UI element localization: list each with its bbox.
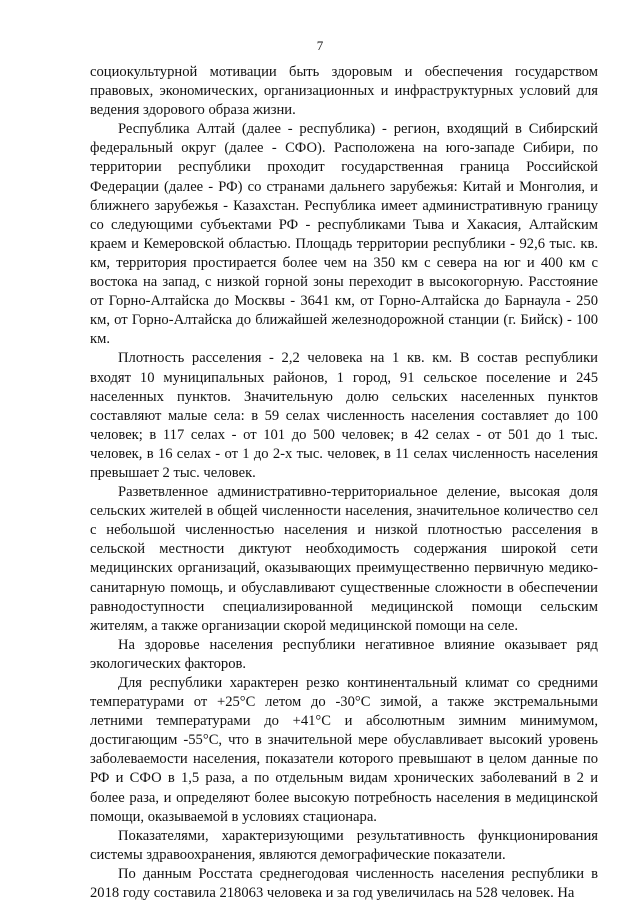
document-body [90,63,598,903]
paragraph-population-density: Плотность расселения - 2,2 человека на 1 кв. км. В состав республики входят 10 муниципальных районов, 1 город, 91 сельское поселение и 245 населенных пунктов. Значительную долю сельских населенных пунктов составляют малые села: в 59 селах численность населения составляет до 100 человек; в 117 селах - от 101 до 500 человек; в 42 селах - от 501 до 1 тыс. человек, в 16 селах - от 1 до 2-х тыс. человек, в 11 селах численность населения превышает 2 тыс. человек. [90,350,598,481]
paragraph-ecological-factors: На здоровье населения республики негативное влияние оказывает ряд экологических факторов. [90,636,598,672]
paragraph-climate: Для республики характерен резко континентальный климат со средними температурами от +25°С летом до -30°С зимой, а также экстремальными летними температурами до +41°С и абсолютным зимним минимумом, достигающим -55°С, что в значительной мере обуславливает высокий уровень заболеваемости населения, показатели которого превышают в целом данные по РФ и СФО в 1,5 раза, а по отдельным видам хронических заболеваний в 2 и более раза, и определяют более высокую потребность населения в медицинской помощи, оказываемой в условиях стационара. [90,675,598,825]
paragraph-health-indicators: Показателями, характеризующими результативность функционирования системы здравоохранения, являются демографические показатели. [90,827,598,863]
paragraph-territorial-division: Разветвленное административно-территориальное деление, высокая доля сельских жителей в общей численности населения, значительное количество сел с небольшой численностью населения и низкой плотностью расселения в сельской местности диктуют необходимость содержания широкой сети медицинских организаций, оказывающих преимущественно первичную медико-санитарную помощь, и обуславливают существенные сложности в обеспечении равнодоступности специализированной медицинской помощи сельским жителям, а также организации скорой медицинской помощи на селе. [90,484,598,634]
paragraph-region-overview: Республика Алтай (далее - республика) - регион, входящий в Сибирский федеральный округ (далее - СФО). Расположена на юго-западе Сибири, по территории республики проходит государственная граница Российской Федерации (далее - РФ) со странами дальнего зарубежья: Китай и Монголия, и ближнего зарубежья - Казахстан. Республика имеет административную границу со следующими субъектами РФ - республиками Тыва и Хакасия, Алтайским краем и Кемеровской областью. Площадь территории республики - 92,6 тыс. кв. км, территория простирается более чем на 350 км с севера на юг и 400 км с востока на запад, с низкой горной зоны переходит в высокогорную. Расстояние от Горно-Алтайска до Москвы - 3641 км, от Горно-Алтайска до Барнаула - 250 км, от Горно-Алтайска до ближайшей железнодорожной станции (г. Бийск) - 100 км. [90,121,598,348]
paragraph-continuation: социокультурной мотивации быть здоровым и обеспечения государством правовых, экономических, организационных и инфраструктурных условий для ведения здорового образа жизни. [90,64,598,119]
page-number: 7 [316,38,324,53]
paragraph-rosstat-population: По данным Росстата среднегодовая численность населения республики в 2018 году составила 218063 человека и за год увеличилась на 528 человек. На [90,865,598,902]
